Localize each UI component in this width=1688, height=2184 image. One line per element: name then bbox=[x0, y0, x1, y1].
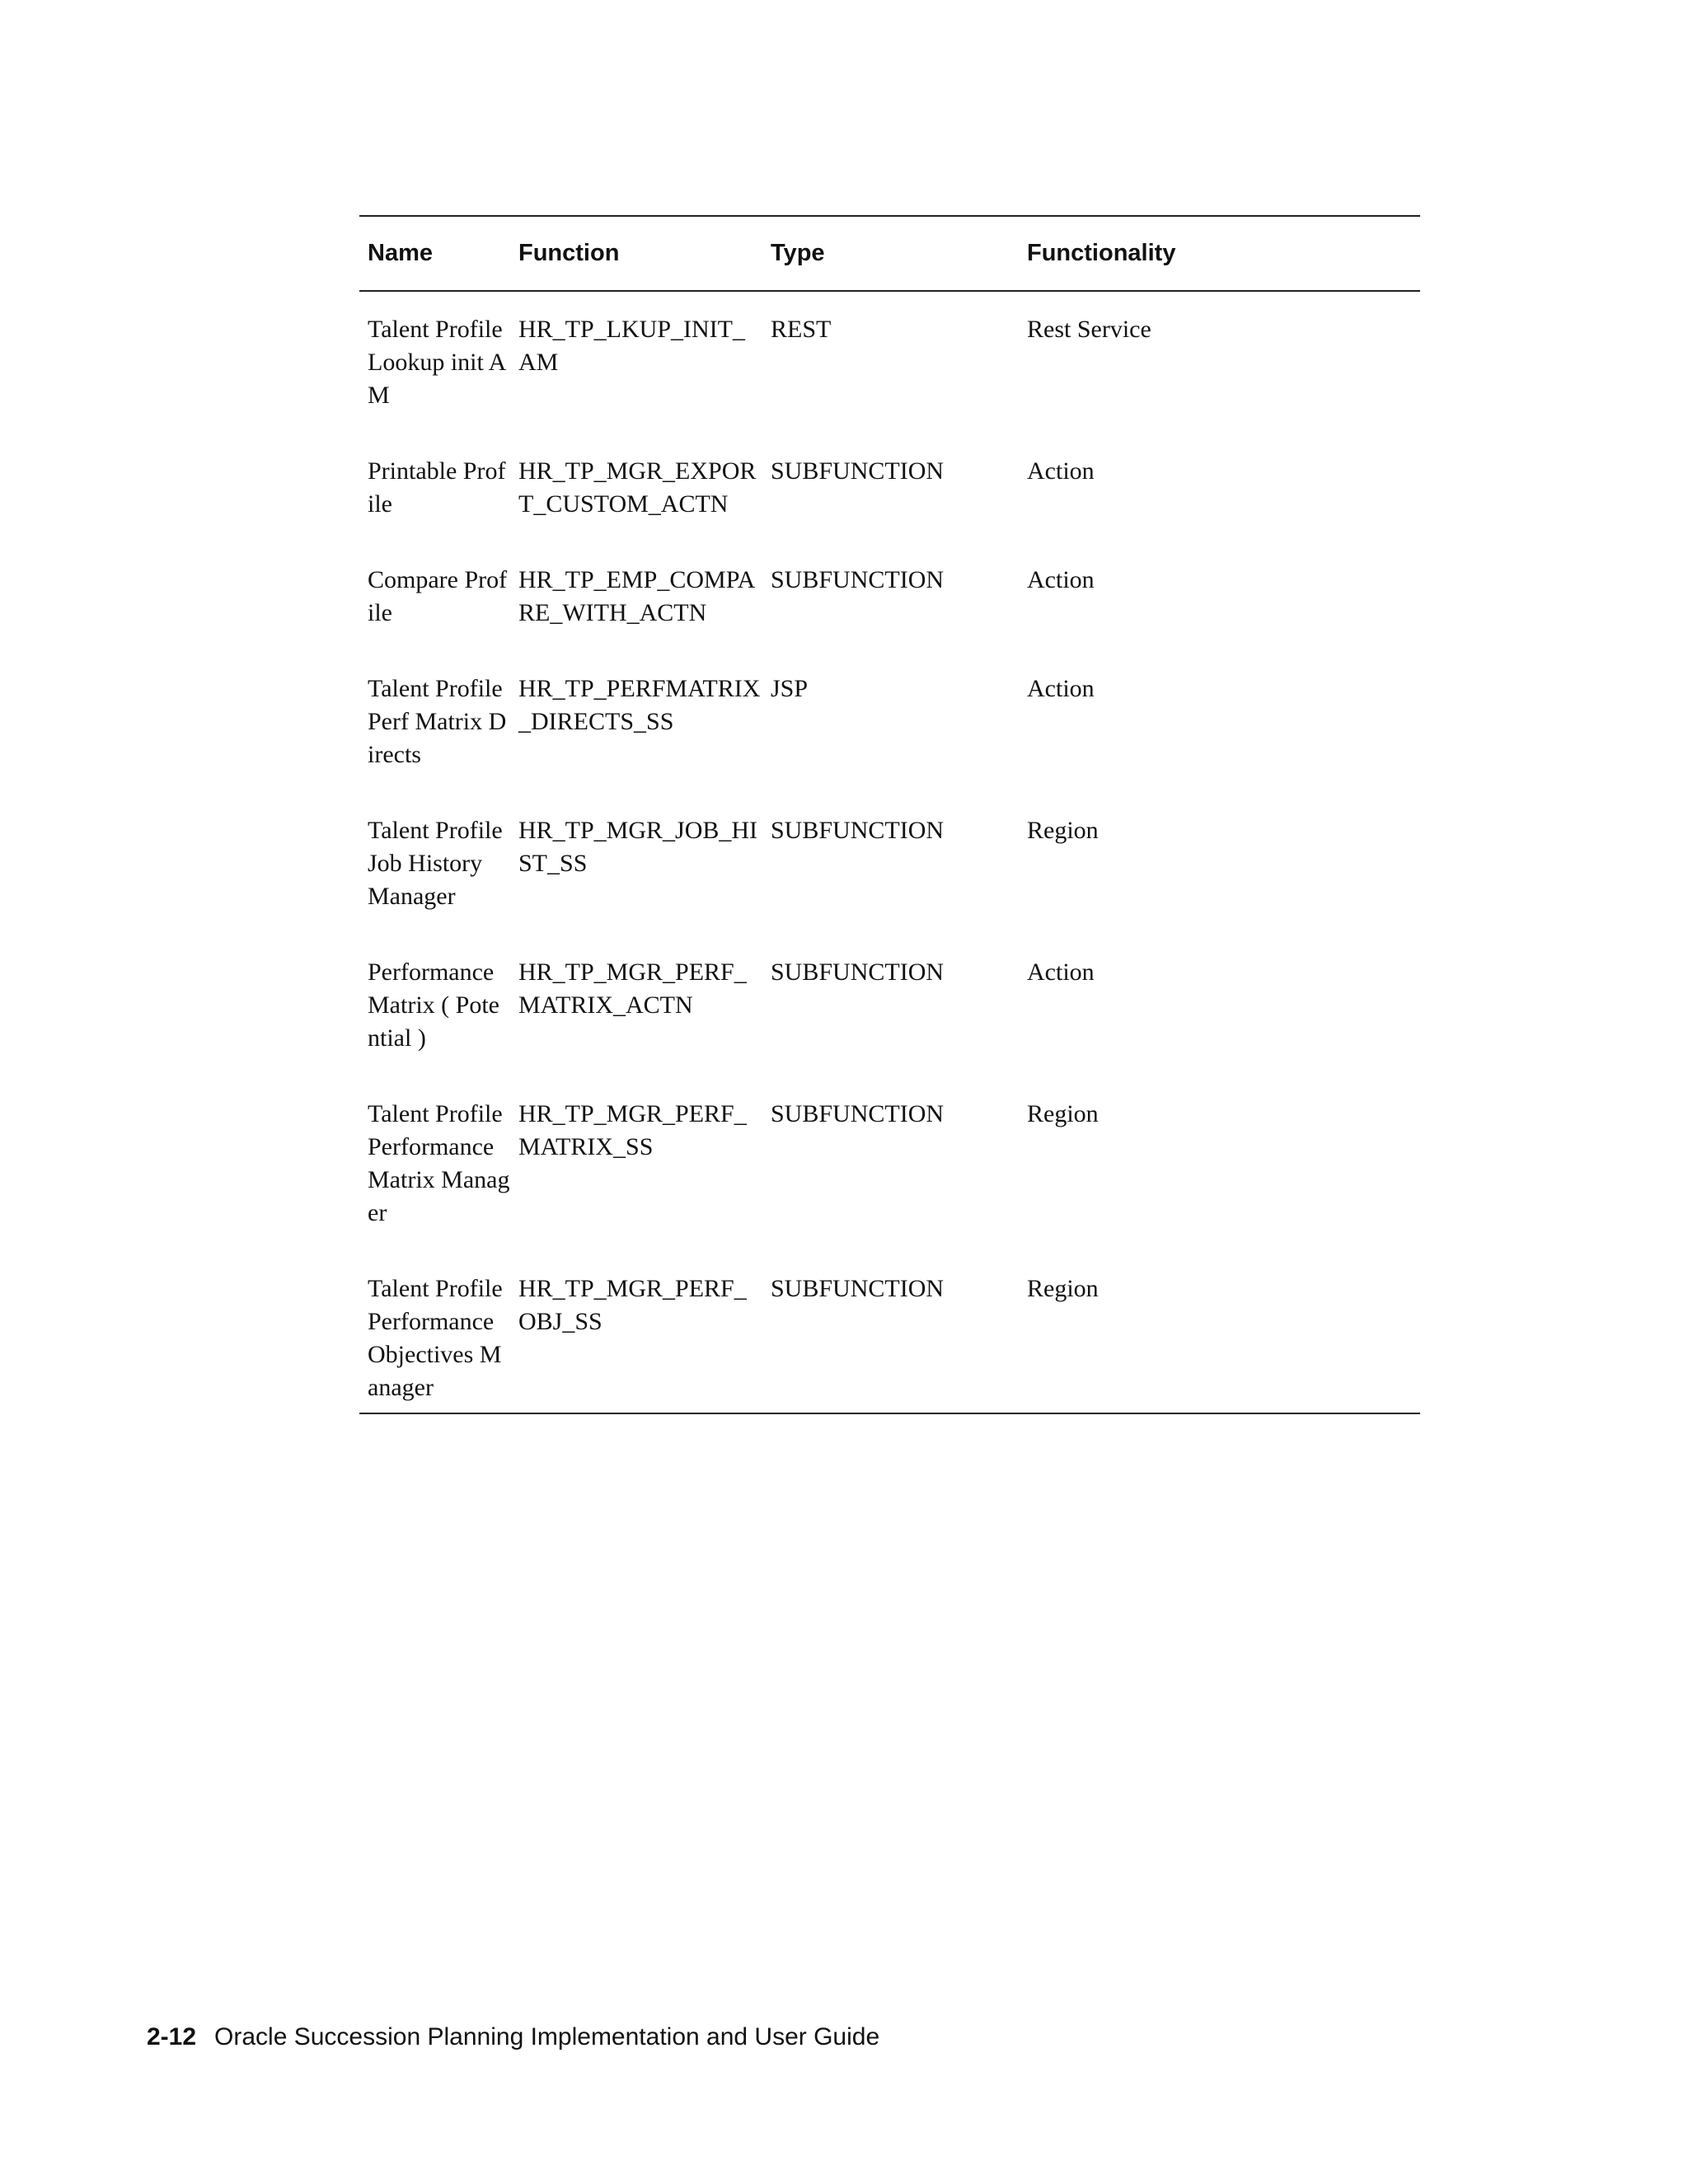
page-footer bbox=[147, 2023, 879, 2051]
cell-functionality: Action bbox=[1027, 675, 1095, 702]
cell-functionality: Action bbox=[1027, 457, 1095, 485]
cell-function: HR_TP_MGR_EXPORT_CUSTOM_ACTN bbox=[518, 457, 757, 518]
cell-name: Talent Profile Performance Objectives Manager bbox=[368, 1275, 503, 1401]
table-row bbox=[359, 455, 1420, 564]
function-table-container bbox=[359, 215, 1420, 1414]
cell-functionality: Region bbox=[1027, 817, 1099, 844]
cell-name: Printable Profile bbox=[368, 457, 506, 518]
cell-type: SUBFUNCTION bbox=[771, 958, 945, 986]
cell-function: HR_TP_MGR_PERF_MATRIX_SS bbox=[518, 1100, 747, 1160]
cell-type: REST bbox=[771, 316, 832, 343]
cell-functionality: Region bbox=[1027, 1275, 1099, 1302]
cell-type: SUBFUNCTION bbox=[771, 1100, 945, 1127]
header-name: Name bbox=[368, 240, 433, 266]
cell-type: SUBFUNCTION bbox=[771, 1275, 945, 1302]
cell-function: HR_TP_PERFMATRIX_DIRECTS_SS bbox=[518, 675, 761, 735]
header-function: Function bbox=[518, 240, 620, 266]
page-number: 2-12 bbox=[147, 2023, 197, 2050]
cell-functionality: Action bbox=[1027, 566, 1095, 593]
table-row bbox=[359, 814, 1420, 956]
table-row bbox=[359, 1098, 1420, 1272]
table-row bbox=[359, 291, 1420, 455]
cell-function: HR_TP_MGR_PERF_OBJ_SS bbox=[518, 1275, 747, 1335]
header-row bbox=[359, 216, 1420, 291]
cell-name: Talent Profile Job History Manager bbox=[368, 817, 503, 910]
table-header bbox=[359, 216, 1420, 291]
table-body bbox=[359, 291, 1420, 1413]
table-row bbox=[359, 956, 1420, 1098]
cell-type: SUBFUNCTION bbox=[771, 457, 945, 485]
cell-name: Talent Profile Performance Matrix Manager bbox=[368, 1100, 510, 1226]
cell-functionality: Action bbox=[1027, 958, 1095, 986]
cell-function: HR_TP_EMP_COMPARE_WITH_ACTN bbox=[518, 566, 756, 626]
cell-functionality: Region bbox=[1027, 1100, 1099, 1127]
table-row bbox=[359, 564, 1420, 673]
cell-type: SUBFUNCTION bbox=[771, 817, 945, 844]
function-table bbox=[359, 215, 1420, 1414]
cell-name: Talent Profile Perf Matrix Directs bbox=[368, 675, 507, 768]
header-type: Type bbox=[771, 240, 825, 266]
cell-name: Talent Profile Lookup init AM bbox=[368, 316, 507, 409]
cell-type: JSP bbox=[771, 675, 809, 702]
cell-function: HR_TP_LKUP_INIT_AM bbox=[518, 316, 745, 376]
header-functionality: Functionality bbox=[1027, 240, 1176, 266]
table-row bbox=[359, 673, 1420, 814]
cell-functionality: Rest Service bbox=[1027, 316, 1151, 343]
cell-function: HR_TP_MGR_JOB_HIST_SS bbox=[518, 817, 758, 877]
book-title: Oracle Succession Planning Implementation and User Guide bbox=[214, 2023, 880, 2050]
cell-name: Performance Matrix ( Potential ) bbox=[368, 958, 499, 1052]
cell-type: SUBFUNCTION bbox=[771, 566, 945, 593]
cell-function: HR_TP_MGR_PERF_MATRIX_ACTN bbox=[518, 958, 747, 1019]
cell-name: Compare Profile bbox=[368, 566, 508, 626]
table-row bbox=[359, 1272, 1420, 1413]
